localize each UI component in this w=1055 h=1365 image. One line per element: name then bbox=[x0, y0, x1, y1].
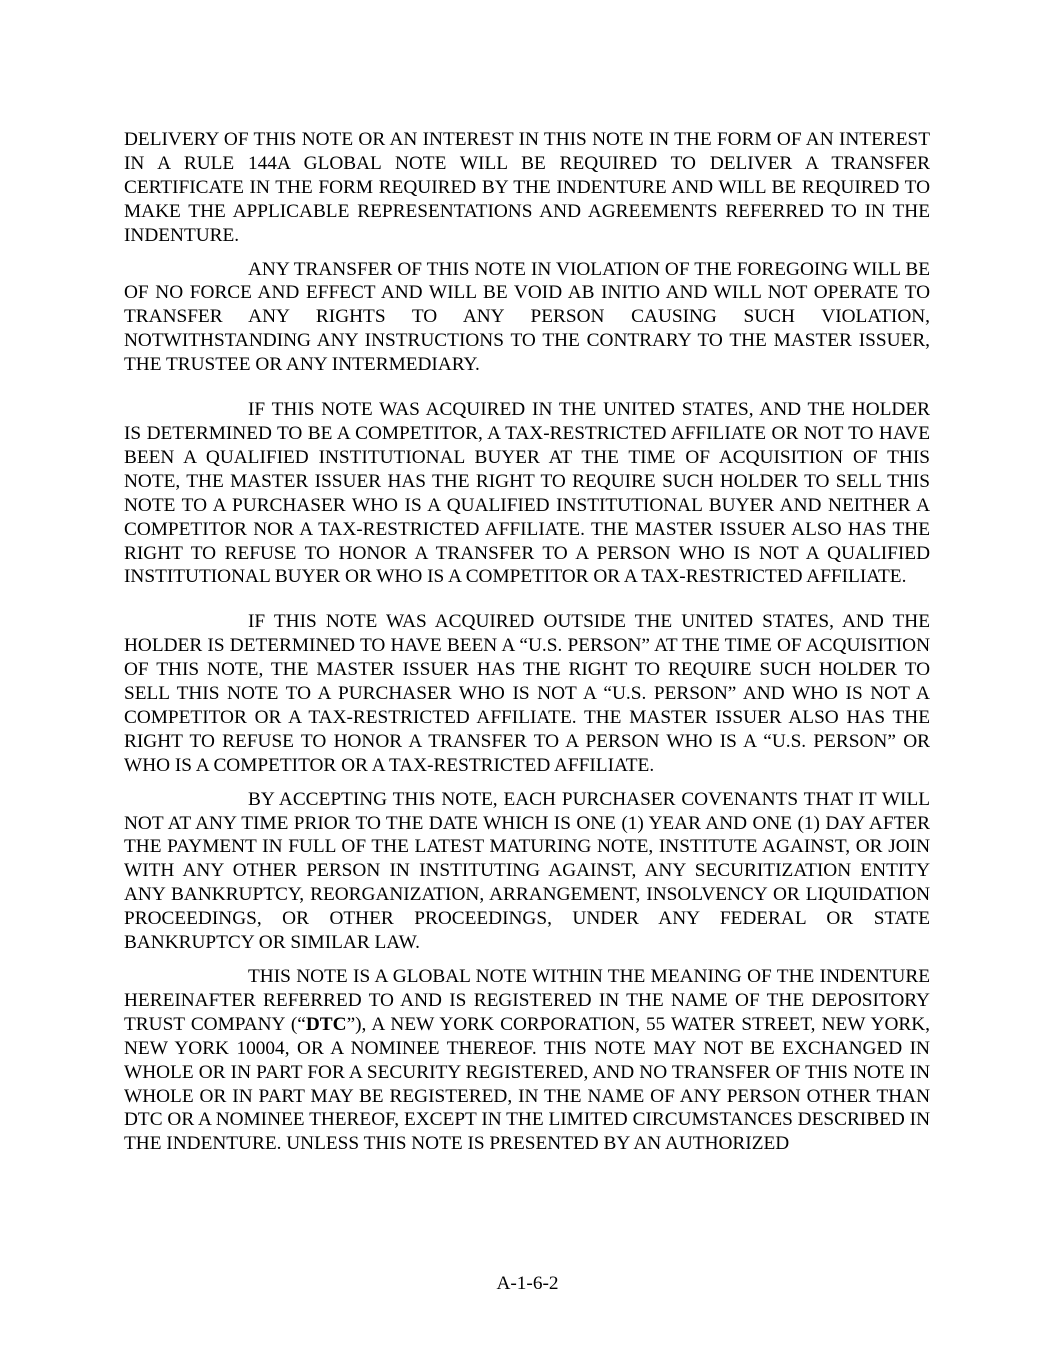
document-body bbox=[124, 128, 930, 1156]
paragraph-acquired-in-united-states: IF THIS NOTE WAS ACQUIRED IN THE UNITED STATES, AND THE HOLDER IS DETERMINED TO BE A COMPETITOR, A TAX-RESTRICTED AFFILIATE OR NOT TO HAVE BEEN A QUALIFIED INSTITUTIONAL BUYER AT THE TIME OF ACQUISITION OF THIS NOTE, THE MASTER ISSUER HAS THE RIGHT TO REQUIRE SUCH HOLDER TO SELL THIS NOTE TO A PURCHASER WHO IS A QUALIFIED INSTITUTIONAL BUYER AND NEITHER A COMPETITOR NOR A TAX-RESTRICTED AFFILIATE. THE MASTER ISSUER ALSO HAS THE RIGHT TO REFUSE TO HONOR A TRANSFER TO A PERSON WHO IS NOT A QUALIFIED INSTITUTIONAL BUYER OR WHO IS A COMPETITOR OR A TAX-RESTRICTED AFFILIATE. bbox=[124, 399, 930, 588]
paragraph-delivery-transfer-certificate: DELIVERY OF THIS NOTE OR AN INTEREST IN THIS NOTE IN THE FORM OF AN INTEREST IN A RULE 144A GLOBAL NOTE WILL BE REQUIRED TO DELIVER A TRANSFER CERTIFICATE IN THE FORM REQUIRED BY THE INDENTURE AND WILL BE REQUIRED TO MAKE THE APPLICABLE REPRESENTATIONS AND AGREEMENTS REFERRED TO IN THE INDENTURE. bbox=[124, 129, 930, 246]
global-note-text-before: THIS NOTE IS A GLOBAL NOTE WITHIN THE MEANING OF THE INDENTURE HEREINAFTER REFERRED TO AND IS REGISTERED IN THE NAME OF THE DEPOSITORY TRUST COMPANY (“ bbox=[124, 966, 930, 1035]
global-note-text-after: ”), A NEW YORK CORPORATION, 55 WATER STREET, NEW YORK, NEW YORK 10004, OR A NOMINEE THEREOF. THIS NOTE MAY NOT BE EXCHANGED IN WHOLE OR IN PART FOR A SECURITY REGISTERED, AND NO TRANSFER OF THIS NOTE IN WHOLE OR IN PART MAY BE REGISTERED, IN THE NAME OF ANY PERSON OTHER THAN DTC OR A NOMINEE THEREOF, EXCEPT IN THE LIMITED CIRCUMSTANCES DESCRIBED IN THE INDENTURE. UNLESS THIS NOTE IS PRESENTED BY AN AUTHORIZED bbox=[124, 1013, 930, 1155]
paragraph-purchaser-covenants: BY ACCEPTING THIS NOTE, EACH PURCHASER COVENANTS THAT IT WILL NOT AT ANY TIME PRIOR TO THE DATE WHICH IS ONE (1) YEAR AND ONE (1) DAY AFTER THE PAYMENT IN FULL OF THE LATEST MATURING NOTE, INSTITUTE AGAINST, OR JOIN WITH ANY OTHER PERSON IN INSTITUTING AGAINST, ANY SECURITIZATION ENTITY ANY BANKRUPTCY, REORGANIZATION, ARRANGEMENT, INSOLVENCY OR LIQUIDATION PROCEEDINGS, OR OTHER PROCEEDINGS, UNDER ANY FEDERAL OR STATE BANKRUPTCY OR SIMILAR LAW. bbox=[124, 788, 930, 954]
defined-term-dtc: DTC bbox=[305, 1013, 347, 1035]
paragraph-acquired-outside-united-states: IF THIS NOTE WAS ACQUIRED OUTSIDE THE UNITED STATES, AND THE HOLDER IS DETERMINED TO HAVE BEEN A “U.S. PERSON” AT THE TIME OF ACQUISITION OF THIS NOTE, THE MASTER ISSUER HAS THE RIGHT TO REQUIRE SUCH HOLDER TO SELL THIS NOTE TO A PURCHASER WHO IS NOT A “U.S. PERSON” AND WHO IS NOT A COMPETITOR OR A TAX-RESTRICTED AFFILIATE. THE MASTER ISSUER ALSO HAS THE RIGHT TO REFUSE TO HONOR A TRANSFER TO A PERSON WHO IS A “U.S. PERSON” OR WHO IS A COMPETITOR OR A TAX-RESTRICTED AFFILIATE. bbox=[124, 611, 930, 776]
paragraph-global-note bbox=[124, 965, 930, 1156]
paragraph-transfer-violation: ANY TRANSFER OF THIS NOTE IN VIOLATION OF THE FOREGOING WILL BE OF NO FORCE AND EFFECT AND WILL BE VOID AB INITIO AND WILL NOT OPERATE TO TRANSFER ANY RIGHTS TO ANY PERSON CAUSING SUCH VIOLATION, NOTWITHSTANDING ANY INSTRUCTIONS TO THE CONTRARY TO THE MASTER ISSUER, THE TRUSTEE OR ANY INTERMEDIARY. bbox=[124, 258, 930, 376]
page-number: A-1-6-2 bbox=[496, 1273, 559, 1294]
